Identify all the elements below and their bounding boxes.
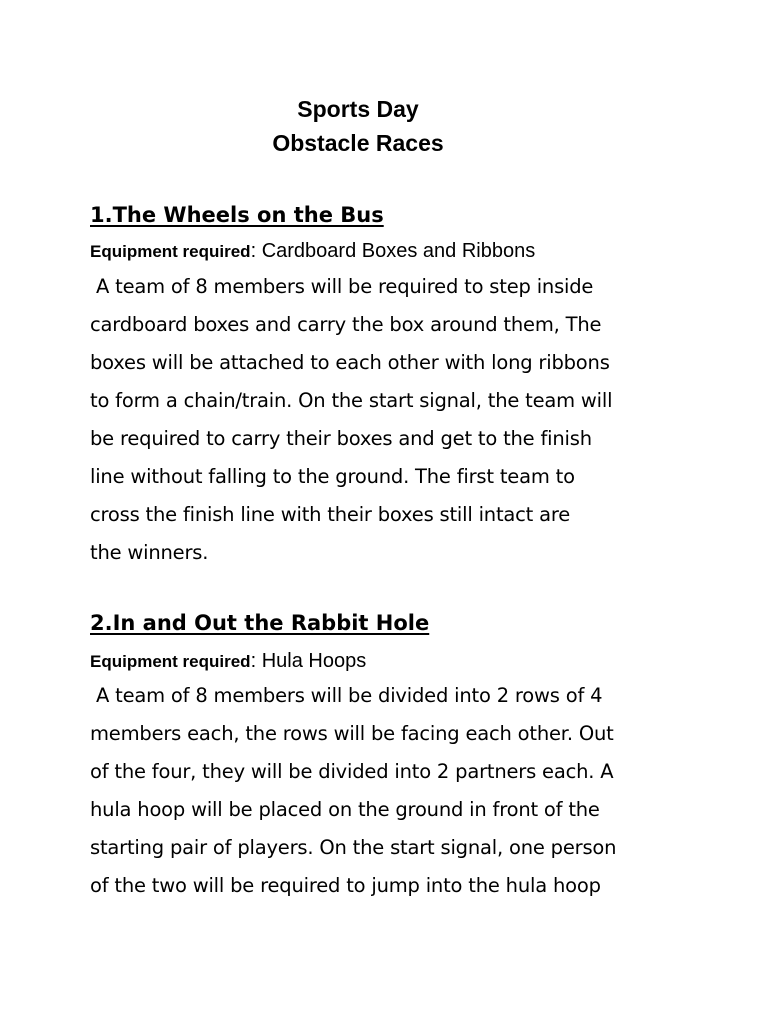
equipment-required-line (90, 648, 366, 675)
section-heading-wheels-on-the-bus: 1.The Wheels on the Bus (90, 203, 384, 227)
section-body-paragraph (90, 268, 690, 572)
document-subtitle: Obstacle Races (272, 130, 444, 156)
paragraph-line: members each, the rows will be facing each other. Out (90, 722, 614, 745)
paragraph-line: of the two will be required to jump into the hula hoop (90, 874, 601, 897)
equipment-required-line (90, 238, 535, 265)
section-heading-rabbit-hole: 2.In and Out the Rabbit Hole (90, 611, 430, 635)
paragraph-line: cross the finish line with their boxes still intact are (90, 503, 571, 526)
paragraph-line: line without falling to the ground. The first team to (90, 465, 575, 488)
paragraph-line: starting pair of players. On the start signal, one person (90, 836, 617, 859)
paragraph-line: of the four, they will be divided into 2 partners each. A (90, 760, 614, 783)
paragraph-line: the winners. (90, 541, 209, 564)
paragraph-line: boxes will be attached to each other with long ribbons (90, 351, 610, 374)
equipment-label: Equipment required (90, 652, 251, 671)
document-title: Sports Day (297, 96, 419, 122)
paragraph-line: A team of 8 members will be divided into 2 rows of 4 (90, 684, 603, 707)
paragraph-line: cardboard boxes and carry the box around them, The (90, 313, 602, 336)
equipment-label: Equipment required (90, 242, 251, 261)
equipment-value: : Cardboard Boxes and Ribbons (250, 240, 536, 262)
paragraph-line: A team of 8 members will be required to step inside (90, 275, 594, 298)
paragraph-line: to form a chain/train. On the start signal, the team will (90, 389, 613, 412)
equipment-value: : Hula Hoops (250, 650, 367, 672)
section-body-paragraph (90, 677, 690, 905)
paragraph-line: hula hoop will be placed on the ground in front of the (90, 798, 600, 821)
paragraph-line: be required to carry their boxes and get to the finish (90, 427, 592, 450)
